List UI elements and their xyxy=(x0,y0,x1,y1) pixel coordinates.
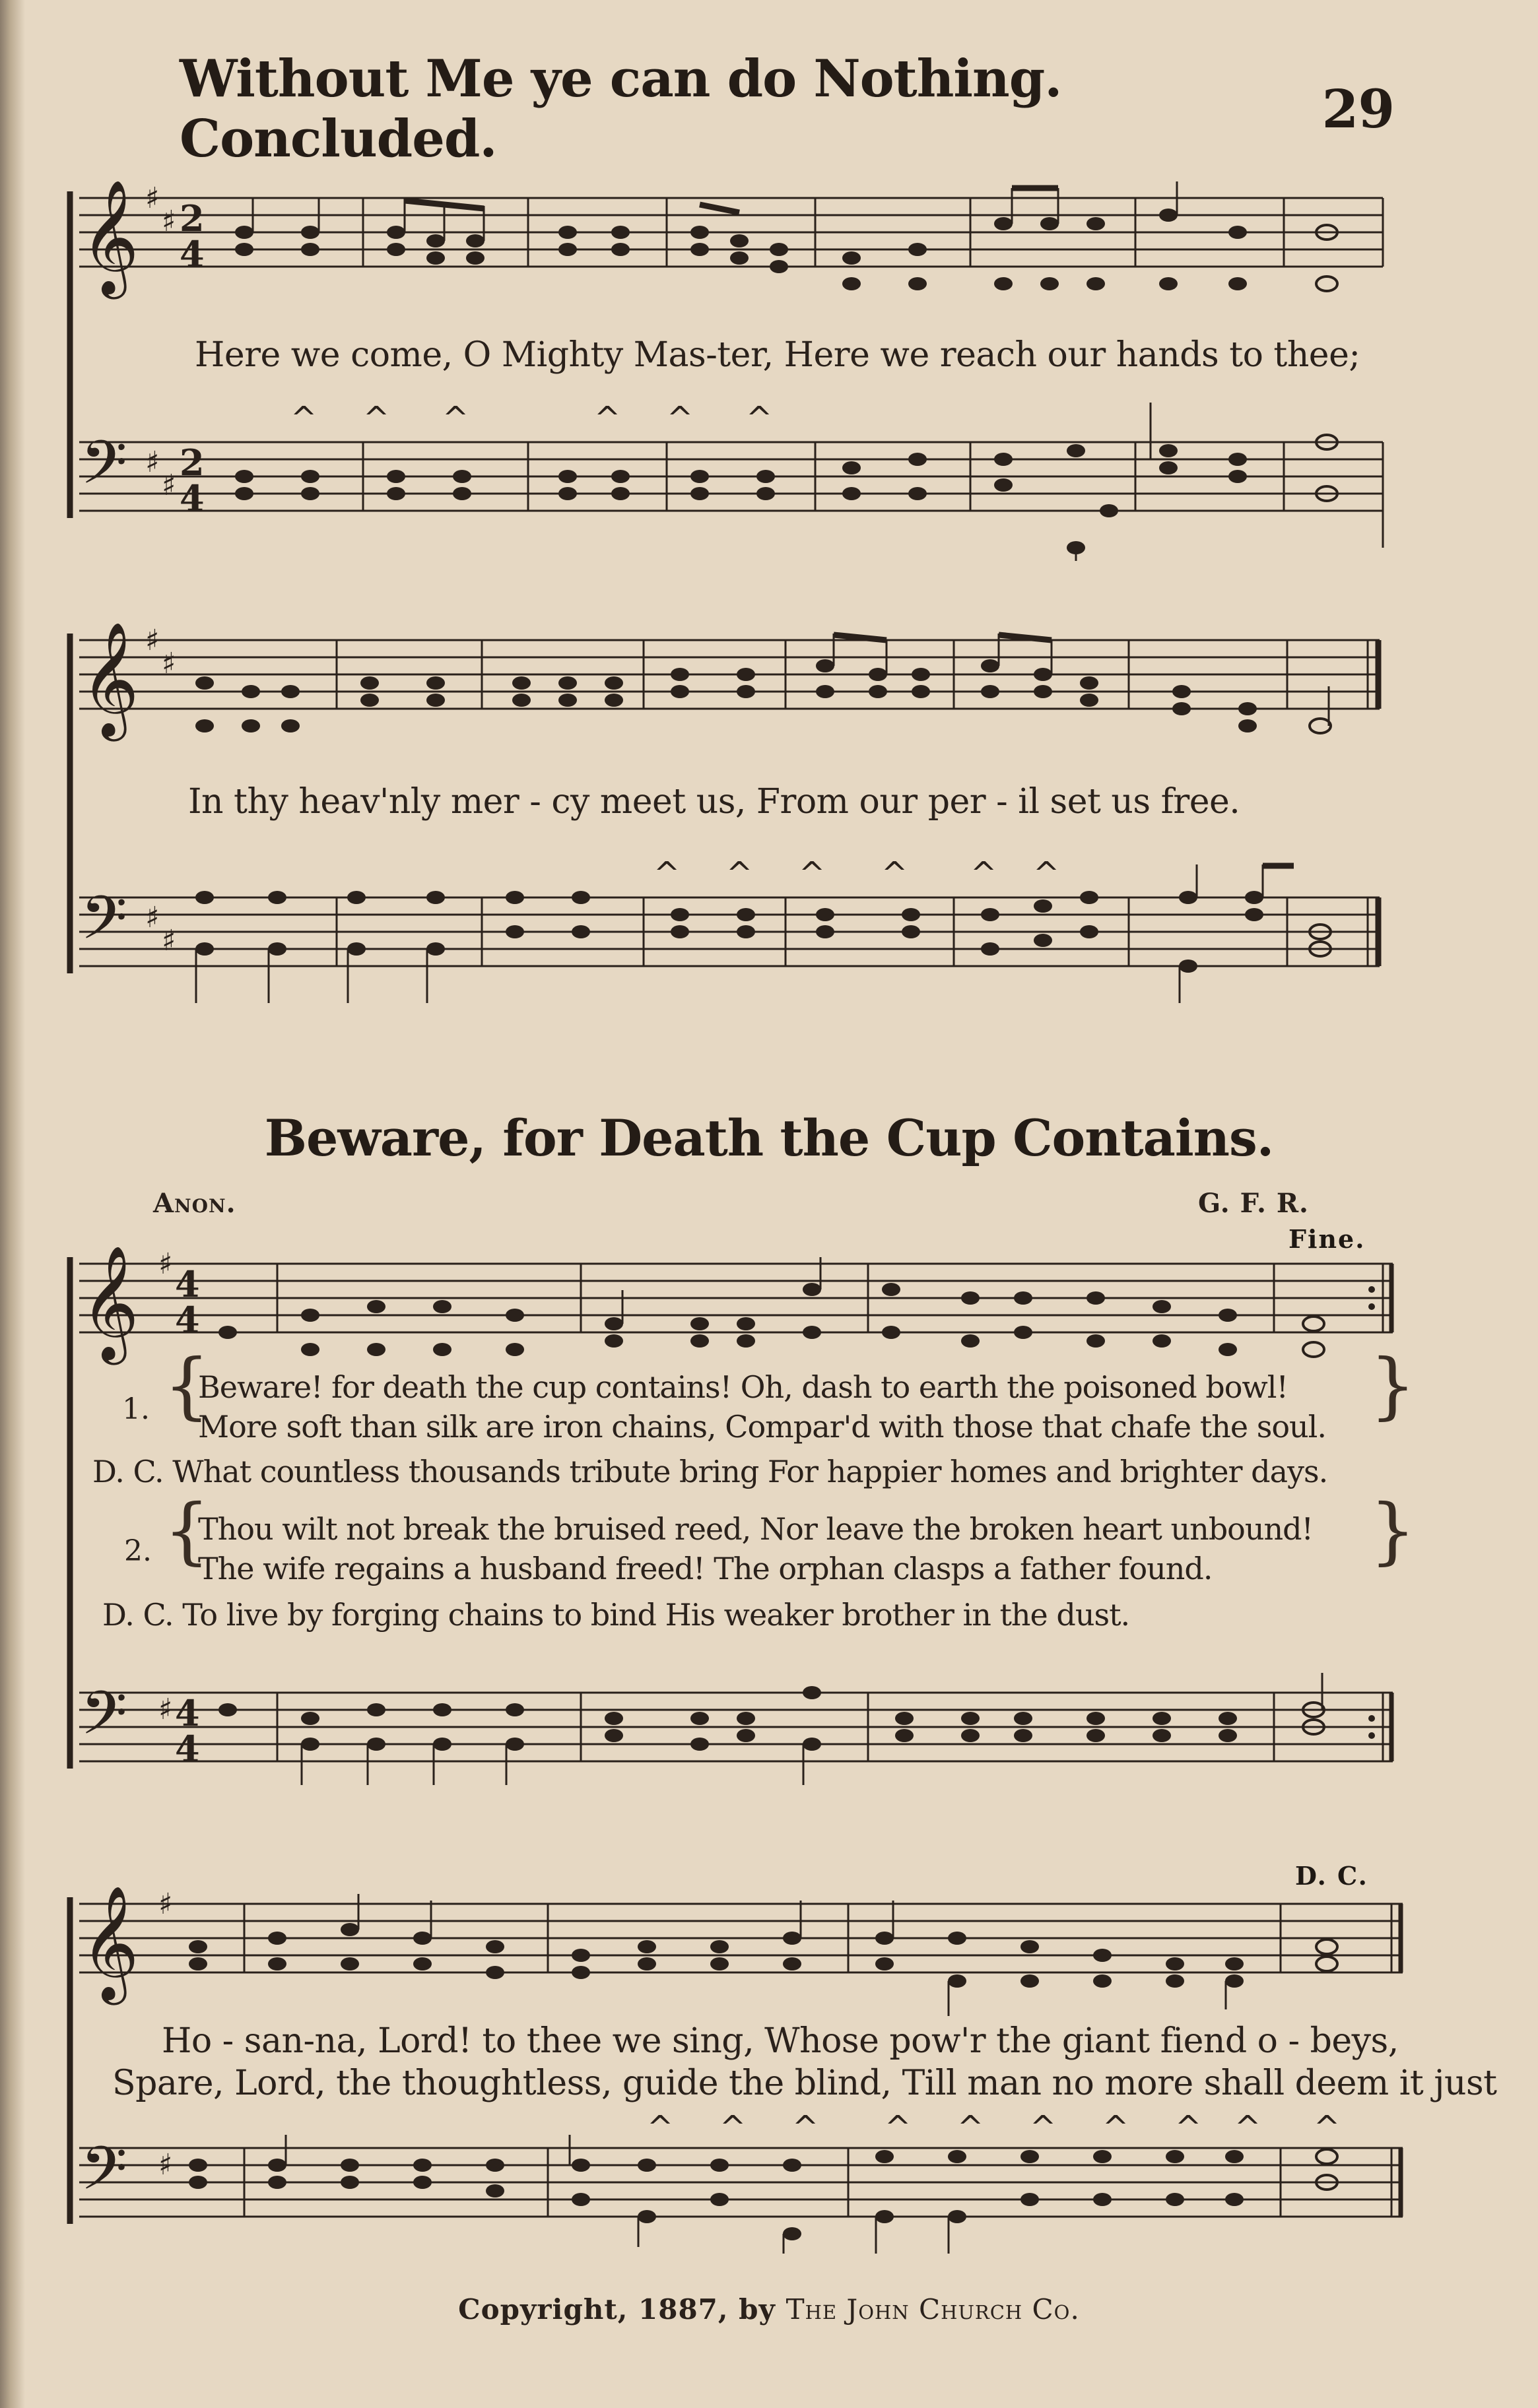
composer-credit: G. F. R. xyxy=(1198,1188,1309,1219)
verse-1-brace-open: { xyxy=(164,1343,210,1427)
page-header xyxy=(180,49,1394,169)
verse-1-brace-close: } xyxy=(1370,1343,1416,1427)
verse-2-brace-open: { xyxy=(164,1488,210,1573)
svg-text:4: 4 xyxy=(175,1263,200,1305)
treble-clef: 𝄞 xyxy=(81,622,139,736)
svg-text:^: ^ xyxy=(594,400,621,437)
page-binding-edge xyxy=(0,0,25,2408)
svg-text:^: ^ xyxy=(726,855,753,892)
svg-text:♯: ♯ xyxy=(162,469,176,502)
verse-1-line-2: More soft than silk are iron chains, Compar'd with those that chafe the soul. xyxy=(198,1409,1326,1445)
svg-text:^: ^ xyxy=(1234,2109,1261,2146)
treble-clef: 𝄞 xyxy=(81,1245,139,1360)
svg-text:^: ^ xyxy=(442,400,469,437)
svg-text:4: 4 xyxy=(175,1692,200,1734)
author-credit: Anon. xyxy=(153,1188,236,1219)
svg-text:^: ^ xyxy=(957,2109,984,2146)
verse-1-number: 1. xyxy=(122,1392,150,1426)
svg-text:2: 2 xyxy=(180,441,205,484)
verse-2-brace-close: } xyxy=(1370,1488,1416,1573)
verse-2-number: 2. xyxy=(124,1534,152,1568)
svg-text:^: ^ xyxy=(1314,2109,1341,2146)
music-system-2 xyxy=(66,620,1399,1029)
page-title: Without Me ye can do Nothing. Concluded. xyxy=(180,49,1062,169)
svg-text:♯: ♯ xyxy=(145,181,160,215)
treble-clef: 𝄞 xyxy=(81,179,139,294)
svg-text:^: ^ xyxy=(885,2109,912,2146)
page-number: 29 xyxy=(1321,78,1394,140)
bass-clef: 𝄢 xyxy=(81,2133,127,2218)
dc-marking: D. C. xyxy=(1295,1861,1368,1891)
music-system-1 xyxy=(66,178,1399,574)
svg-text:^: ^ xyxy=(667,400,694,437)
treble-clef: 𝄞 xyxy=(81,1885,139,2000)
svg-text:♯: ♯ xyxy=(158,1247,173,1281)
music-system-4 xyxy=(66,1884,1497,2260)
svg-text:4: 4 xyxy=(180,233,205,275)
refrain-line-1: Ho - san-na, Lord! to thee we sing, Whose pow'r the giant fiend o - beys, xyxy=(162,2021,1399,2061)
verse-1-line-1: Beware! for death the cup contains! Oh, dash to earth the poisoned bowl! xyxy=(198,1369,1288,1405)
svg-text:^: ^ xyxy=(792,2109,819,2146)
verse-2-line-2: The wife regains a husband freed! The orphan clasps a father found. xyxy=(198,1551,1213,1586)
svg-text:^: ^ xyxy=(970,855,997,892)
copyright-prefix: Copyright, 1887, by xyxy=(458,2293,776,2326)
copyright-notice xyxy=(0,2293,1538,2326)
bass-clef: 𝄢 xyxy=(81,1678,127,1763)
svg-text:♯: ♯ xyxy=(158,2148,173,2182)
verse-1-dc-line: D. C. What countless thousands tribute bring For happier homes and brighter days. xyxy=(92,1454,1328,1489)
svg-text:♯: ♯ xyxy=(162,924,176,958)
svg-text:♯: ♯ xyxy=(145,901,160,934)
svg-text:♯: ♯ xyxy=(145,445,160,479)
fine-marking: Fine. xyxy=(1288,1224,1366,1254)
lyrics-line-2: In thy heav'nly mer - cy meet us, From our per - il set us free. xyxy=(188,782,1240,822)
svg-text:4: 4 xyxy=(175,1728,200,1770)
bass-clef: 𝄢 xyxy=(81,428,127,512)
grand-staff-1 xyxy=(66,178,1399,574)
svg-text:^: ^ xyxy=(363,400,390,437)
svg-text:^: ^ xyxy=(719,2109,747,2146)
svg-text:♯: ♯ xyxy=(162,647,176,680)
svg-text:^: ^ xyxy=(653,855,681,892)
svg-text:♯: ♯ xyxy=(145,624,160,657)
verse-2-dc-line: D. C. To live by forging chains to bind His weaker brother in the dust. xyxy=(102,1597,1130,1633)
verse-2-line-1: Thou wilt not break the bruised reed, Nor leave the broken heart unbound! xyxy=(198,1511,1314,1547)
svg-text:♯: ♯ xyxy=(158,1887,173,1921)
refrain-line-2: Spare, Lord, the thoughtless, guide the blind, Till man no more shall deem it just xyxy=(112,2064,1497,2103)
svg-text:^: ^ xyxy=(746,400,773,437)
svg-text:♯: ♯ xyxy=(158,1693,173,1726)
hymn-title: Beware, for Death the Cup Contains. xyxy=(264,1109,1274,1167)
svg-text:4: 4 xyxy=(180,477,205,519)
bass-clef: 𝄢 xyxy=(81,883,127,967)
svg-text:4: 4 xyxy=(175,1299,200,1341)
svg-text:^: ^ xyxy=(1030,2109,1057,2146)
music-system-3 xyxy=(66,1244,1416,1792)
svg-text:^: ^ xyxy=(647,2109,674,2146)
svg-text:^: ^ xyxy=(290,400,318,437)
svg-text:♯: ♯ xyxy=(162,205,176,238)
svg-text:^: ^ xyxy=(799,855,826,892)
grand-staff-2 xyxy=(66,620,1399,1029)
lyrics-line-1: Here we come, O Mighty Mas-ter, Here we reach our hands to thee; xyxy=(195,335,1360,375)
svg-text:^: ^ xyxy=(1033,855,1060,892)
copyright-publisher: The John Church Co. xyxy=(786,2293,1080,2326)
svg-text:^: ^ xyxy=(1175,2109,1202,2146)
svg-text:2: 2 xyxy=(180,197,205,240)
svg-text:^: ^ xyxy=(1102,2109,1129,2146)
svg-text:^: ^ xyxy=(881,855,908,892)
